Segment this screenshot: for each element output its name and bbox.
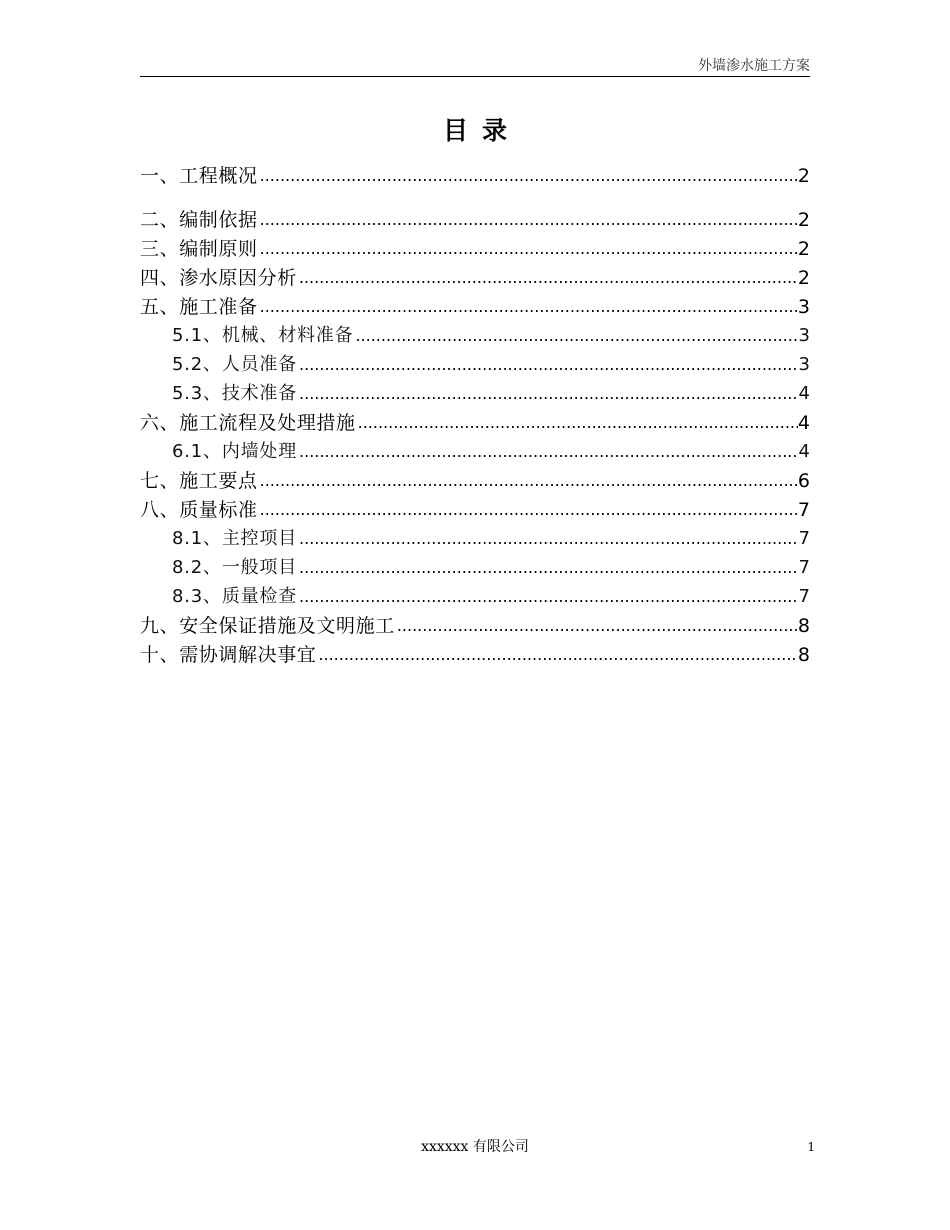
toc-entry-label: 5.3、技术准备 [172, 383, 298, 404]
toc-entry-page: 6 [797, 470, 810, 492]
toc-dot-leader [297, 555, 799, 581]
toc-entry-page: 2 [797, 267, 810, 289]
page-header [140, 56, 810, 77]
toc-entry-page: 2 [797, 165, 810, 187]
toc-title: 目录 [442, 116, 521, 145]
toc-entry[interactable] [140, 291, 810, 320]
toc-entry-label: 四、渗水原因分析 [140, 267, 297, 289]
toc-subentry[interactable] [140, 436, 810, 465]
toc-entry-label: 5.2、人员准备 [172, 354, 298, 375]
toc-dot-leader [297, 584, 799, 610]
toc-entry-label: 8.2、一般项目 [172, 557, 298, 578]
toc-entry-page: 8 [797, 615, 810, 637]
toc-entry-page: 4 [798, 383, 810, 404]
toc-entry-label: 一、工程概况 [140, 165, 258, 187]
toc-dot-leader [297, 439, 799, 465]
toc-entry-label: 十、需协调解决事宜 [140, 644, 317, 666]
toc-entry-label: 九、安全保证措施及文明施工 [140, 615, 395, 637]
page-number: 1 [807, 1140, 815, 1154]
toc-subentry[interactable] [140, 349, 810, 378]
toc-entry[interactable] [140, 407, 810, 436]
toc-entry-page: 8 [797, 644, 810, 666]
toc-dot-leader [258, 163, 798, 189]
toc-dot-leader [395, 613, 798, 639]
toc-entry-label: 七、施工要点 [140, 470, 258, 492]
toc-entry-page: 4 [797, 412, 810, 434]
toc-dot-leader [356, 410, 798, 436]
footer-company: xxxxxx 有限公司 [421, 1139, 529, 1155]
toc-entry-page: 3 [798, 325, 810, 346]
toc-entry-page: 3 [798, 354, 810, 375]
toc-dot-leader [258, 497, 798, 523]
toc-subentry[interactable] [140, 320, 810, 349]
toc-entry-label: 五、施工准备 [140, 296, 258, 318]
toc-entry-label: 8.1、主控项目 [172, 528, 298, 549]
toc-entry-page: 2 [797, 238, 810, 260]
toc-entry[interactable] [140, 160, 810, 189]
toc-entry-page: 7 [797, 499, 810, 521]
toc-subentry[interactable] [140, 378, 810, 407]
toc-dot-leader [297, 526, 799, 552]
toc-entry-label: 八、质量标准 [140, 499, 258, 521]
toc-entry[interactable] [140, 262, 810, 291]
toc-dot-leader [353, 323, 798, 349]
toc-entry-page: 7 [798, 528, 810, 549]
toc-dot-leader [258, 207, 798, 233]
toc-dot-leader [258, 294, 798, 320]
toc-entry[interactable] [140, 639, 810, 668]
toc-dot-leader [297, 381, 799, 407]
toc-entry-label: 5.1、机械、材料准备 [172, 325, 354, 346]
toc-dot-leader [258, 468, 798, 494]
header-title: 外墙渗水施工方案 [698, 58, 810, 74]
toc-subentry[interactable] [140, 552, 810, 581]
toc-entry-label: 三、编制原则 [140, 238, 258, 260]
toc-entry-page: 2 [797, 209, 810, 231]
toc-dot-leader [316, 642, 798, 668]
toc-entry[interactable] [140, 204, 810, 233]
toc-entry[interactable] [140, 233, 810, 262]
toc-dot-leader [297, 352, 799, 378]
toc-entry-page: 3 [797, 296, 810, 318]
toc-entry-page: 7 [798, 586, 810, 607]
toc-entry-label: 二、编制依据 [140, 209, 258, 231]
toc-entry[interactable] [140, 610, 810, 639]
toc-entry-page: 7 [798, 557, 810, 578]
toc-subentry[interactable] [140, 581, 810, 610]
toc-entry[interactable] [140, 494, 810, 523]
toc-entry-label: 8.3、质量检查 [172, 586, 298, 607]
toc-entry-label: 六、施工流程及处理措施 [140, 412, 356, 434]
toc-dot-leader [258, 236, 798, 262]
toc-entry-page: 4 [798, 441, 810, 462]
toc-entry-label: 6.1、内墙处理 [172, 441, 298, 462]
toc-subentry[interactable] [140, 523, 810, 552]
toc-entry[interactable] [140, 465, 810, 494]
toc-dot-leader [297, 265, 798, 291]
